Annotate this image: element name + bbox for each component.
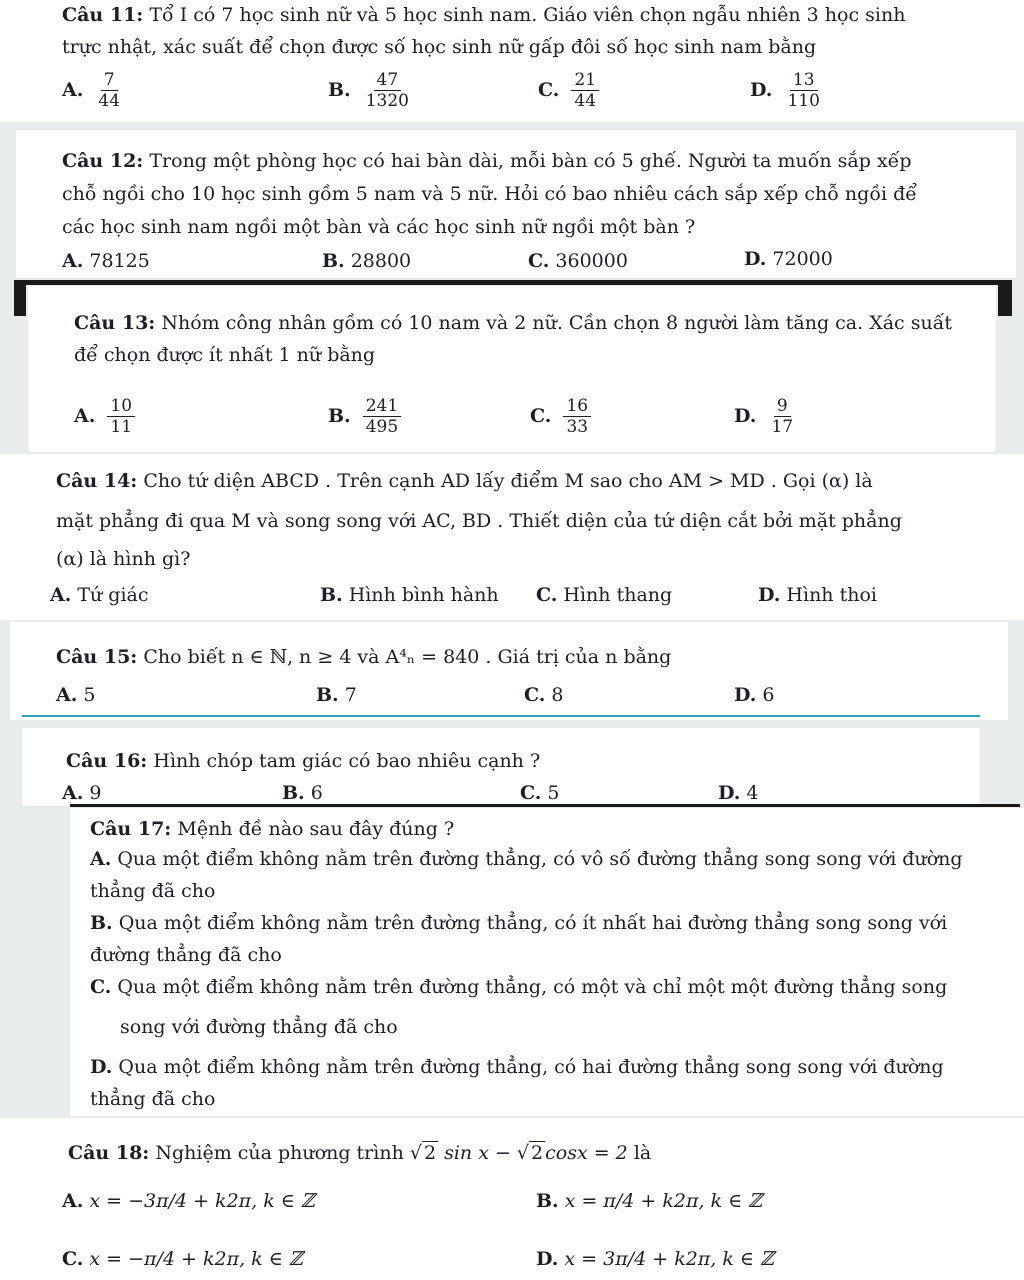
divider bbox=[14, 280, 1012, 285]
q17-option-a-cont: thẳng đã cho bbox=[90, 880, 216, 902]
fraction: $\frac{10}{11}$ bbox=[107, 396, 135, 437]
q17-option-c[interactable]: C. Qua một điểm không nằm trên đường thẳng, có một và chỉ một một đường thẳng song bbox=[90, 976, 948, 998]
divider bbox=[70, 804, 1020, 807]
q17-option-c-cont: song với đường thẳng đã cho bbox=[120, 1016, 398, 1038]
q18-option-a[interactable]: A. x = −3π/4 + k2π, k ∈ ℤ bbox=[62, 1190, 315, 1212]
fraction: $\frac{7}{44}$ bbox=[98, 70, 121, 111]
question-11-line-2: trực nhật, xác suất để chọn được số học sinh nữ gấp đôi số học sinh nam bằng bbox=[62, 36, 817, 58]
q16-option-a[interactable]: A. 9 bbox=[62, 782, 102, 804]
question-11-label: Câu 11: bbox=[62, 4, 144, 26]
q14-option-c[interactable]: C. Hình thang bbox=[536, 584, 673, 606]
q14-option-b[interactable]: B. Hình bình hành bbox=[320, 584, 499, 606]
q16-option-d[interactable]: D. 4 bbox=[718, 782, 759, 804]
question-13-line-2: để chọn được ít nhất 1 nữ bằng bbox=[74, 344, 376, 366]
q11-option-c[interactable]: C. $\frac{21}{44}$ bbox=[538, 70, 599, 111]
question-17-label: Câu 17: bbox=[90, 818, 172, 840]
q18-option-c[interactable]: C. x = −π/4 + k2π, k ∈ ℤ bbox=[62, 1248, 303, 1270]
q17-option-b-cont: đường thẳng đã cho bbox=[90, 944, 282, 966]
question-15-label: Câu 15: bbox=[56, 646, 138, 668]
q14-option-d[interactable]: D. Hình thoi bbox=[758, 584, 877, 606]
q13-option-a[interactable]: A. $\frac{10}{11}$ bbox=[74, 396, 135, 437]
q17-option-d-cont: thẳng đã cho bbox=[90, 1088, 216, 1110]
question-12-line-1: Câu 12: Trong một phòng học có hai bàn dài, mỗi bàn có 5 ghế. Người ta muốn sắp xếp bbox=[62, 150, 912, 172]
q15-option-a[interactable]: A. 5 bbox=[56, 684, 96, 706]
left-bar bbox=[14, 280, 26, 316]
divider bbox=[22, 715, 980, 717]
equation: √ 2 sin x − √ 2 cosx = 2 bbox=[409, 1142, 628, 1164]
question-13-line-1: Câu 13: Nhóm công nhân gồm có 10 nam và 2 nữ. Cần chọn 8 người làm tăng ca. Xác suất bbox=[74, 312, 952, 334]
q14-option-a[interactable]: A. Tứ giác bbox=[50, 584, 149, 606]
q15-option-d[interactable]: D. 6 bbox=[734, 684, 775, 706]
question-12-label: Câu 12: bbox=[62, 150, 144, 172]
question-14-label: Câu 14: bbox=[56, 470, 138, 492]
question-11-line-1: Câu 11: Tổ I có 7 học sinh nữ và 5 học sinh nam. Giáo viên chọn ngẫu nhiên 3 học sinh bbox=[62, 4, 906, 26]
fraction: $\frac{241}{495}$ bbox=[363, 396, 401, 437]
q12-option-c[interactable]: C. 360000 bbox=[528, 250, 628, 272]
q17-option-b[interactable]: B. Qua một điểm không nằm trên đường thẳng, có ít nhất hai đường thẳng song song với bbox=[90, 912, 948, 934]
question-18-line-1: Câu 18: Nghiệm của phương trình √ 2 sin x − √ 2 cosx = 2 là bbox=[68, 1142, 652, 1164]
q11-option-b[interactable]: B. $\frac{47}{1320}$ bbox=[328, 70, 412, 111]
q15-option-b[interactable]: B. 7 bbox=[316, 684, 357, 706]
question-16-line-1: Câu 16: Hình chóp tam giác có bao nhiêu cạnh ? bbox=[66, 750, 541, 772]
q16-option-c[interactable]: C. 5 bbox=[520, 782, 560, 804]
question-13-label: Câu 13: bbox=[74, 312, 156, 334]
q12-option-b[interactable]: B. 28800 bbox=[322, 250, 412, 272]
fraction: $\frac{13}{110}$ bbox=[787, 70, 820, 111]
fraction: $\frac{21}{44}$ bbox=[571, 70, 599, 111]
question-17-line-1: Câu 17: Mệnh đề nào sau đây đúng ? bbox=[90, 818, 455, 840]
question-14-line-2: mặt phẳng đi qua M và song song với AC, BD . Thiết diện của tứ diện cắt bởi mặt phẳng bbox=[56, 510, 902, 532]
question-12-line-2: chỗ ngồi cho 10 học sinh gồm 5 nam và 5 nữ. Hỏi có bao nhiêu cách sắp xếp chỗ ngồi để bbox=[62, 183, 917, 205]
q12-option-a[interactable]: A. 78125 bbox=[62, 250, 150, 272]
fraction: $\frac{9}{17}$ bbox=[771, 396, 794, 437]
right-bar bbox=[998, 280, 1012, 316]
q18-option-d[interactable]: D. x = 3π/4 + k2π, k ∈ ℤ bbox=[536, 1248, 774, 1270]
q13-option-c[interactable]: C. $\frac{16}{33}$ bbox=[530, 396, 591, 437]
q15-option-c[interactable]: C. 8 bbox=[524, 684, 564, 706]
question-16-label: Câu 16: bbox=[66, 750, 148, 772]
q13-option-d[interactable]: D. $\frac{9}{17}$ bbox=[734, 396, 796, 437]
q17-option-a[interactable]: A. Qua một điểm không nằm trên đường thẳng, có vô số đường thẳng song song với đường bbox=[90, 848, 963, 870]
q11-option-d[interactable]: D. $\frac{13}{110}$ bbox=[750, 70, 823, 111]
q17-option-d[interactable]: D. Qua một điểm không nằm trên đường thẳng, có hai đường thẳng song song với đường bbox=[90, 1056, 944, 1078]
q11-option-a[interactable]: A. $\frac{7}{44}$ bbox=[62, 70, 123, 111]
q18-option-b[interactable]: B. x = π/4 + k2π, k ∈ ℤ bbox=[536, 1190, 763, 1212]
question-14-line-1: Câu 14: Cho tứ diện ABCD . Trên cạnh AD lấy điểm M sao cho AM > MD . Gọi (α) là bbox=[56, 470, 873, 492]
q12-option-d[interactable]: D. 72000 bbox=[744, 248, 833, 270]
question-15-line-1: Câu 15: Cho biết n ∈ ℕ, n ≥ 4 và A⁴ₙ = 840 . Giá trị của n bằng bbox=[56, 646, 672, 668]
question-18-label: Câu 18: bbox=[68, 1142, 150, 1164]
question-14-line-3: (α) là hình gì? bbox=[56, 548, 191, 570]
q16-option-b[interactable]: B. 6 bbox=[282, 782, 323, 804]
fraction: $\frac{47}{1320}$ bbox=[365, 70, 409, 111]
question-12-line-3: các học sinh nam ngồi một bàn và các học sinh nữ ngồi một bàn ? bbox=[62, 216, 696, 238]
fraction: $\frac{16}{33}$ bbox=[563, 396, 591, 437]
q13-option-b[interactable]: B. $\frac{241}{495}$ bbox=[328, 396, 401, 437]
